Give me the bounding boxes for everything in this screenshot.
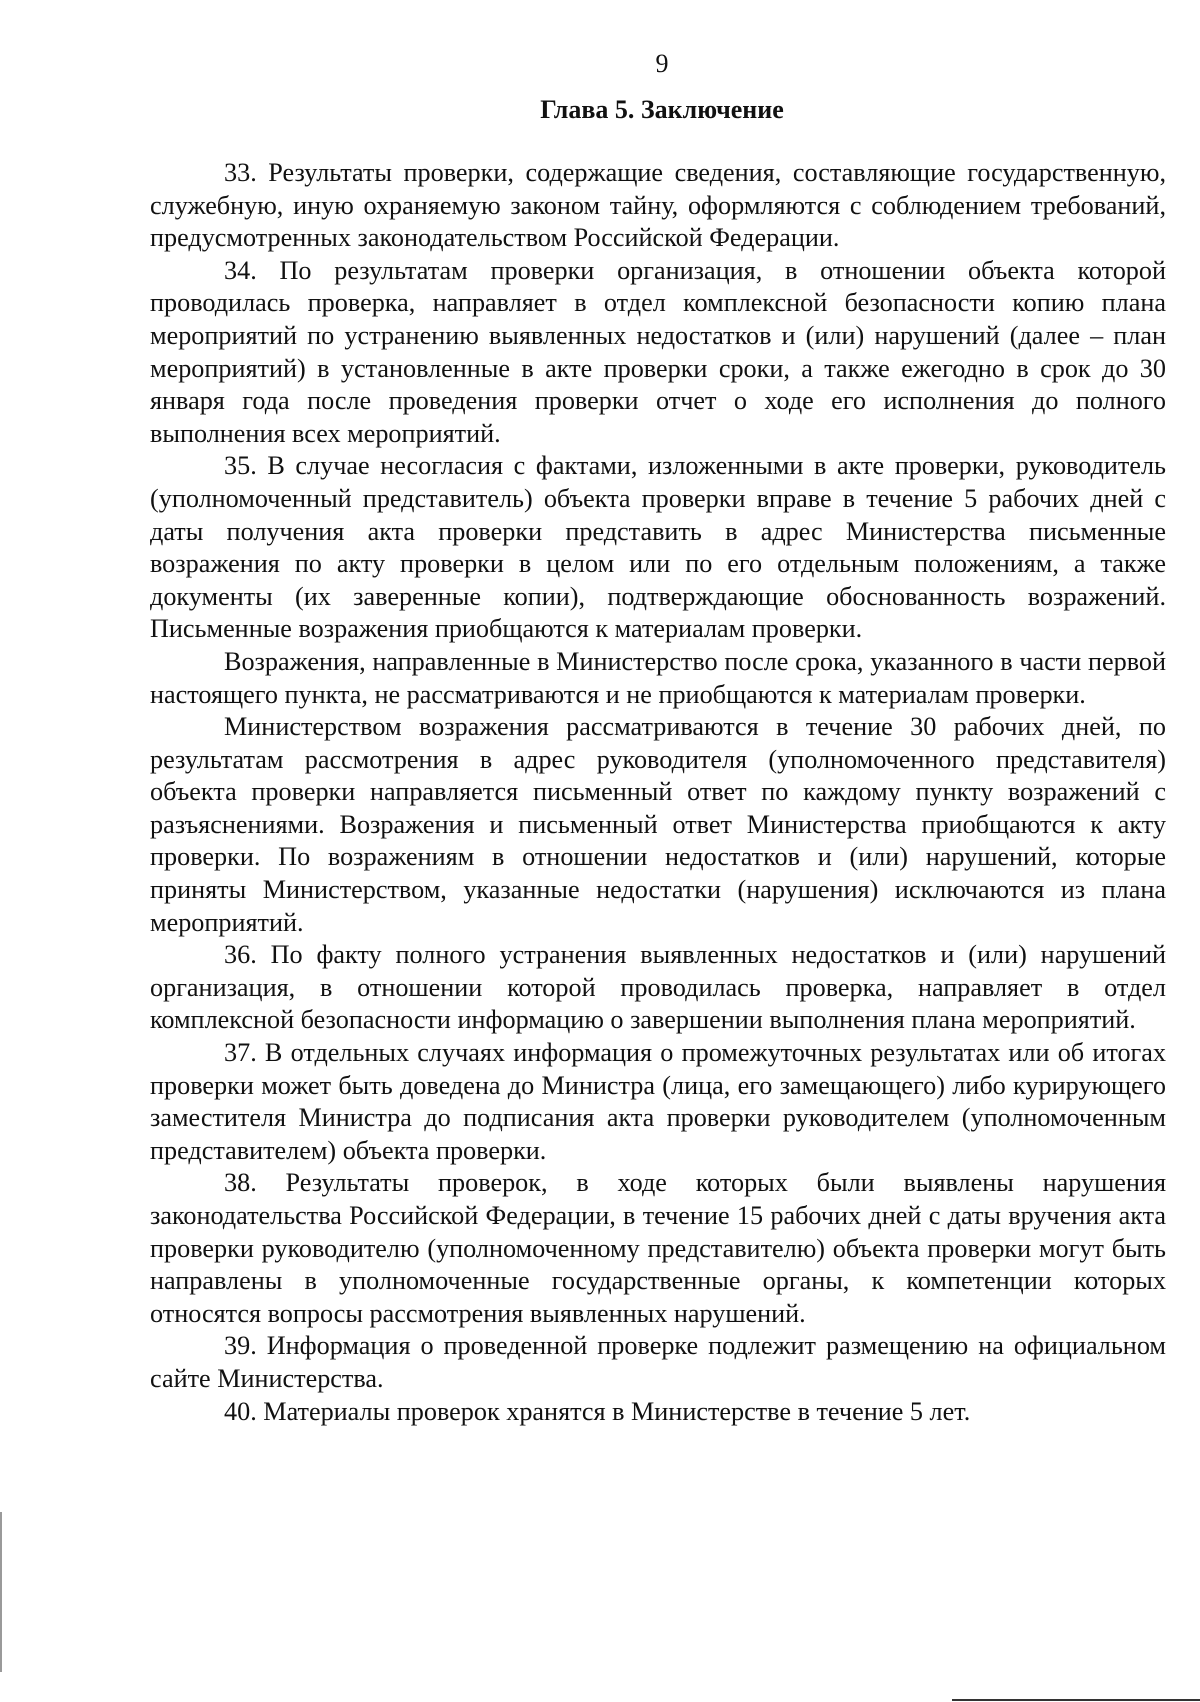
paragraph-36: 36. По факту полного устранения выявленных недостатков и (или) нарушений организация, в отношении которой проводилась проверка, направляет в отдел комплексной безопасности информацию о завершении выполнения плана мероприятий. [150, 940, 1166, 1035]
paragraph-37: 37. В отдельных случаях информация о промежуточных результатах или об итогах проверки может быть доведена до Министра (лица, его замещающего) либо курирующего заместителя Министра до подписания акта проверки руководителем (уполномоченным представителем) объекта проверки. [150, 1038, 1166, 1165]
paragraph-33: 33. Результаты проверки, содержащие сведения, составляющие государственную, служебную, иную охраняемую законом тайну, оформляются с соблюдением требований, предусмотренных законодательством Российской Федерации. [150, 158, 1166, 253]
chapter-title: Глава 5. Заключение [540, 95, 784, 124]
paragraph-35-part-3: Министерством возражения рассматриваются в течение 30 рабочих дней, по результатам рассмотрения в адрес руководителя (уполномоченного представителя) объекта проверки направляется письменный ответ по каждому пункту возражений с разъяснениями. Возражения и письменный ответ Министерства приобщаются к акту проверки. По возражениям в отношении недостатков и (или) нарушений, которые приняты Министерством, указанные недостатки (нарушения) исключаются из плана мероприятий. [150, 712, 1166, 937]
paragraph-38: 38. Результаты проверок, в ходе которых были выявлены нарушения законодательства Российской Федерации, в течение 15 рабочих дней с даты вручения акта проверки руководителю (уполномоченному представителю) объекта проверки могут быть направлены в уполномоченные государственные органы, к компетенции которых относятся вопросы рассмотрения выявленных нарушений. [150, 1168, 1166, 1328]
scan-edge-mark-bottom [952, 1699, 1200, 1701]
paragraph-39: 39. Информация о проведенной проверке подлежит размещению на официальном сайте Министерства. [150, 1331, 1166, 1393]
paragraph-35-part-2: Возражения, направленные в Министерство после срока, указанного в части первой настоящего пункта, не рассматриваются и не приобщаются к материалам проверки. [150, 646, 1166, 709]
document-body [150, 157, 1166, 1428]
page-number: 9 [655, 49, 669, 78]
paragraph-34: 34. По результатам проверки организация, в отношении объекта которой проводилась проверка, направляет в отдел комплексной безопасности копию плана мероприятий по устранению выявленных недостатков и (или) нарушений (далее – план мероприятий) в установленные в акте проверки сроки, а также ежегодно в срок до 30 января года после проведения проверки отчет о ходе его исполнения до полного выполнения всех мероприятий. [150, 255, 1166, 448]
paragraph-35: 35. В случае несогласия с фактами, изложенными в акте проверки, руководитель (уполномоченный представитель) объекта проверки вправе в течение 5 рабочих дней с даты получения акта проверки представить в адрес Министерства письменные возражения по акту проверки в целом или по его отдельным положениям, а также документы (их заверенные копии), подтверждающие обоснованность возражений. Письменные возражения приобщаются к материалам проверки. [150, 451, 1166, 644]
paragraph-40: 40. Материалы проверок хранятся в Министерстве в течение 5 лет. [224, 1396, 971, 1426]
scan-edge-mark-left [0, 1512, 2, 1672]
